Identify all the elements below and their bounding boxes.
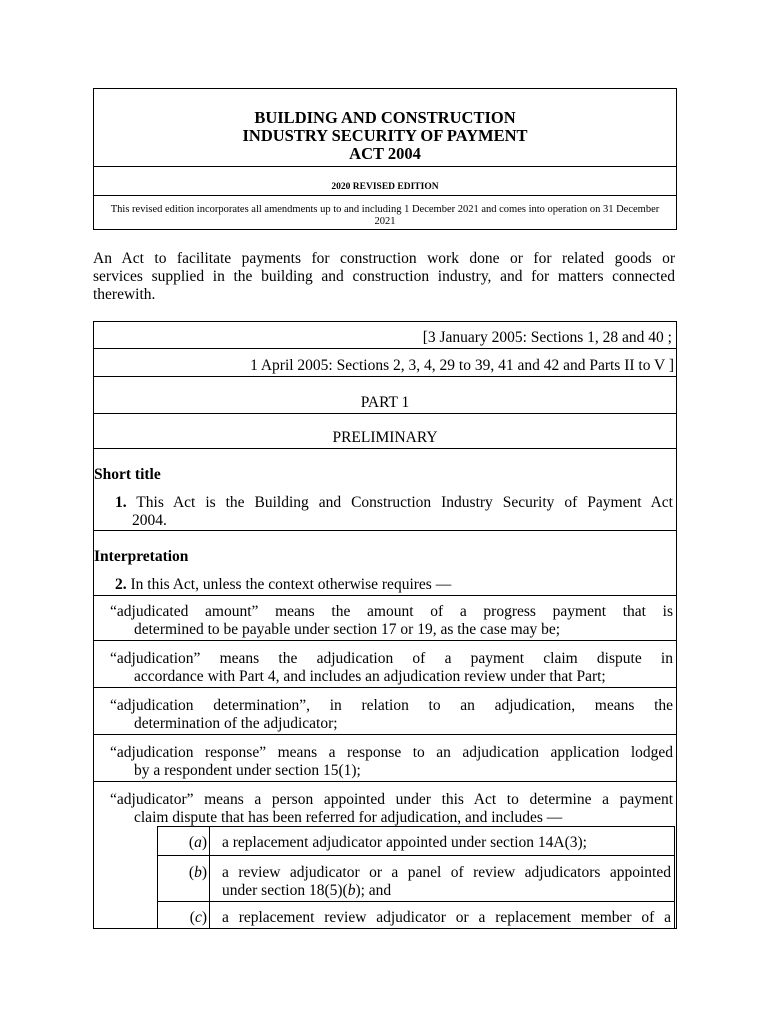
section-heading: Short title <box>94 466 161 483</box>
long-title-line: services supplied in the building and construction industry, and for matters connected <box>93 268 675 285</box>
subparagraph-text: a replacement review adjudicator or a replacement member of a <box>222 909 671 926</box>
long-title-line: therewith. <box>93 286 156 303</box>
definition-line: “adjudication” means the adjudication of a payment claim dispute in <box>110 650 673 667</box>
long-title <box>93 250 675 304</box>
revision-note: This revised edition incorporates all amendments up to and including 1 December 2021 and comes into operation on 31 December 2021 <box>110 204 660 227</box>
definition-line: “adjudication response” means a response to an adjudication application lodged <box>110 744 673 761</box>
subparagraph-b <box>157 855 675 902</box>
act-title-line: BUILDING AND CONSTRUCTION <box>254 108 516 127</box>
definition-line: claim dispute that has been referred for adjudication, and includes — <box>134 809 563 826</box>
subparagraph-label: (b) <box>158 856 210 901</box>
definition-text <box>94 603 676 639</box>
section-text-line: 2004. <box>132 512 167 529</box>
definition-item <box>93 640 677 688</box>
subparagraph-label: (a) <box>158 827 210 855</box>
definition-line: “adjudication determination”, in relation to an adjudication, means the <box>110 697 673 714</box>
definition-line: determined to be payable under section 17 or 19, as the case may be; <box>134 621 561 638</box>
definition-line: “adjudicator” means a person appointed under this Act to determine a payment <box>110 791 673 808</box>
definition-text <box>94 650 676 686</box>
part-number-row <box>93 376 677 414</box>
revision-note-box <box>93 195 677 230</box>
edition-box <box>93 166 677 196</box>
part-title: PRELIMINARY <box>332 429 438 446</box>
commencement-line: [3 January 2005: Sections 1, 28 and 40 ; <box>422 329 672 346</box>
subparagraph-c <box>157 901 675 929</box>
subparagraph-text <box>222 864 671 900</box>
definition-line: by a respondent under section 15(1); <box>134 762 361 779</box>
definition-line: “adjudicated amount” means the amount of a progress payment that is <box>110 603 673 620</box>
definition-text <box>94 791 676 827</box>
definition-item <box>93 595 677 641</box>
definition-item <box>93 734 677 782</box>
definition-text <box>94 744 676 780</box>
long-title-line: An Act to facilitate payments for construction work done or for related goods or <box>93 250 675 267</box>
subparagraph-line: under section 18(5)(b); and <box>222 882 392 899</box>
commencement-row <box>93 348 677 377</box>
section-text <box>115 576 673 594</box>
subparagraph-line: a review adjudicator or a panel of review adjudicators appointed <box>222 864 671 881</box>
act-title-line: INDUSTRY SECURITY OF PAYMENT <box>242 126 528 145</box>
section-short-title <box>93 448 677 531</box>
subparagraph-label: (c) <box>158 902 210 928</box>
subparagraph-text: a replacement adjudicator appointed under section 14A(3); <box>222 834 587 851</box>
part-title-row <box>93 413 677 449</box>
section-intro: In this Act, unless the context otherwise requires — <box>126 576 452 593</box>
definition-item <box>93 687 677 735</box>
act-title-box <box>93 88 677 167</box>
section-heading: Interpretation <box>94 548 189 565</box>
definition-line: accordance with Part 4, and includes an adjudication review under that Part; <box>134 668 606 685</box>
definition-text <box>94 697 676 733</box>
part-number: PART 1 <box>360 394 410 411</box>
definition-line: determination of the adjudicator; <box>134 715 338 732</box>
section-text <box>115 494 673 530</box>
commencement-row <box>93 321 677 349</box>
section-interpretation <box>93 530 677 596</box>
edition-label: 2020 REVISED EDITION <box>331 182 439 192</box>
subparagraph-a <box>157 826 675 856</box>
section-number: 2. <box>115 576 127 593</box>
section-text-line: This Act is the Building and Construction Industry Security of Payment Act <box>126 494 673 511</box>
section-number: 1. <box>115 494 127 511</box>
commencement-line: 1 April 2005: Sections 2, 3, 4, 29 to 39, 41 and 42 and Parts II to V ] <box>250 357 674 374</box>
act-title-line: ACT 2004 <box>349 144 421 163</box>
